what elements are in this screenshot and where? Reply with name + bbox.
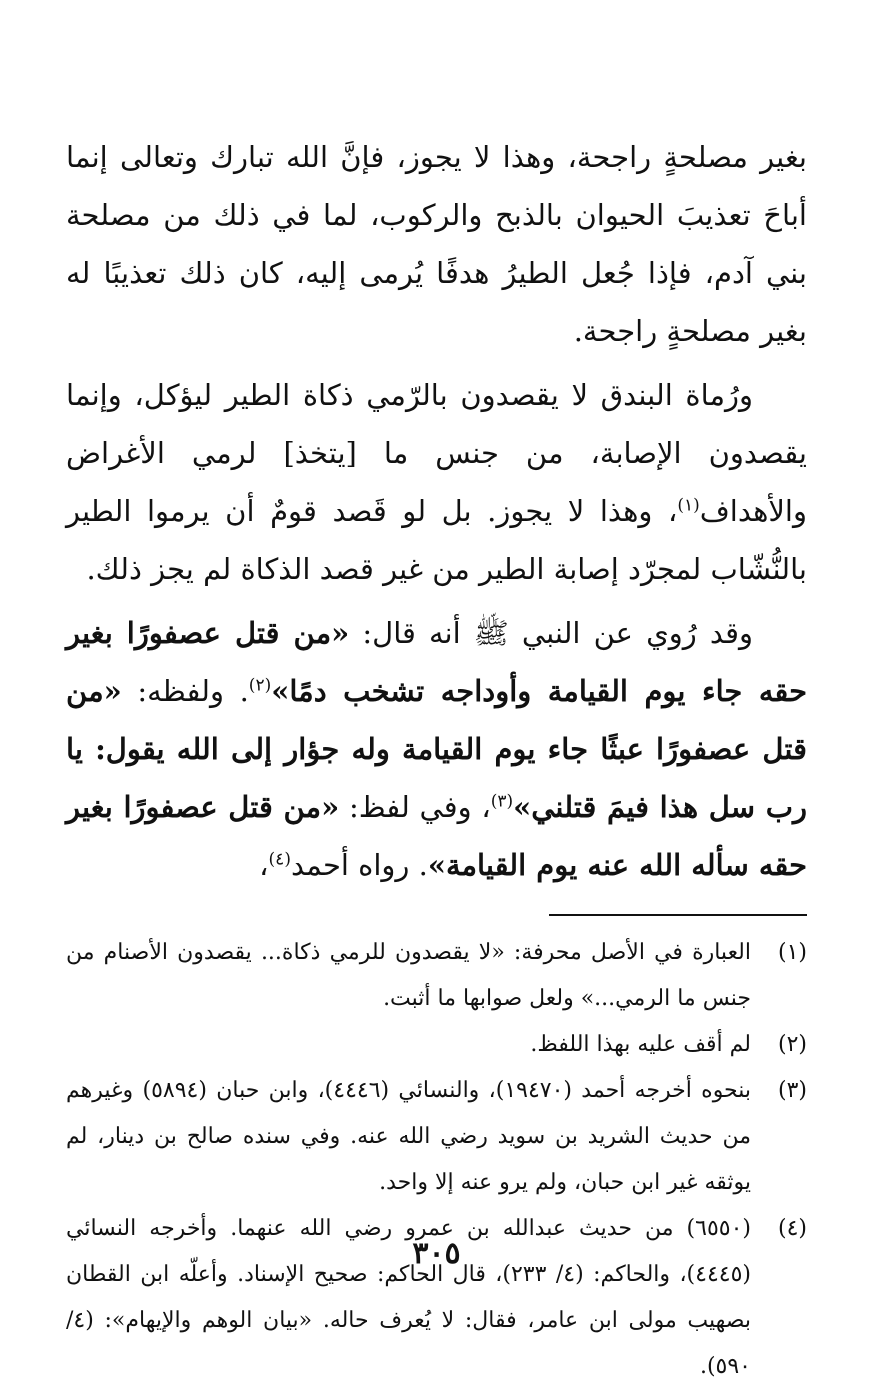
footnote-number: (٤) (777, 1216, 807, 1241)
footnote-text: لم أقف عليه بهذا اللفظ. (530, 1032, 751, 1057)
page-number: ٣٠٥ (412, 1236, 461, 1271)
paragraph-3 (66, 604, 807, 894)
paragraph-3-text-e: ، (259, 848, 269, 882)
paragraph-1-text: بغير مصلحةٍ راجحة، وهذا لا يجوز، فإنَّ الله تبارك وتعالى إنما أباحَ تعذيبَ الحيوان بالذبح والركوب، لما في ذلك من مصلحة بني آدم، فإذا جُعل الطيرُ هدفًا يُرمى إليه، كان ذلك تعذيبًا له بغير مصلحةٍ راجحة. (66, 140, 807, 348)
paragraph-1 (66, 128, 807, 360)
hadith-quote-2: «من قتل عصفورًا عبثًا جاء يوم القيامة وله جؤار إلى الله يقول: يا رب سل هذا فيمَ قتلني» (66, 674, 808, 824)
hadith-quote-3: «من قتل عصفورًا بغير حقه سأله الله عنه يوم القيامة» (66, 790, 807, 882)
paragraph-2-text-b: ، وهذا لا يجوز. بل لو قَصد قومٌ أن يرموا الطير بالنُّشّاب لمجرّد إصابة الطير من غير قصد الذكاة لم يجز ذلك. (66, 494, 807, 586)
paragraph-2 (66, 366, 807, 598)
paragraph-3-text-c: ، وفي لفظ: (339, 790, 491, 824)
paragraph-3-text-d: . رواه أحمد (290, 848, 428, 882)
footnote-ref-2[interactable]: (٢) (248, 675, 272, 696)
footnote-text: (٦٥٥٠) من حديث عبدالله بن عمرو رضي الله عنهما. وأخرجه النسائي (٤٤٤٥)، والحاكم: (٤/ ٢٣٣)، قال الحاكم: صحيح الإسناد. وأعلّه ابن القطان بصهيب مولى ابن عامر، فقال: لا يُعرف حاله. «بيان الوهم والإيهام»: (٤/ ٥٩٠). (66, 1216, 751, 1379)
footnote-number: (٣) (777, 1078, 807, 1103)
footnote-1 (66, 930, 807, 1022)
paragraph-3-text-b: . ولفظه: (121, 674, 249, 708)
footnote-ref-3[interactable]: (٣) (490, 791, 514, 812)
footnote-divider (549, 914, 807, 916)
footnote-number: (١) (777, 940, 807, 965)
footnotes (66, 930, 807, 1390)
footnote-ref-1[interactable]: (١) (677, 495, 700, 516)
footnote-text: العبارة في الأصل محرفة: «لا يقصدون للرمي ذكاة... يقصدون الأصنام من جنس ما الرمي...» ولعل صوابها ما أثبت. (66, 940, 751, 1011)
footnote-2 (66, 1022, 807, 1068)
footnote-number: (٢) (777, 1032, 807, 1057)
footnote-text: بنحوه أخرجه أحمد (١٩٤٧٠)، والنسائي (٤٤٤٦)، وابن حبان (٥٨٩٤) وغيرهم من حديث الشريد بن سويد رضي الله عنه. وفي سنده صالح بن دينار، لم يوثقه غير ابن حبان، ولم يرو عنه إلا واحد. (66, 1078, 752, 1195)
footnote-4 (66, 1206, 807, 1390)
footnote-ref-4[interactable]: (٤) (268, 849, 291, 870)
hadith-quote-1: «من قتل عصفورًا بغير حقه جاء يوم القيامة وأوداجه تشخب دمًا» (66, 616, 807, 708)
paragraph-2-text-a: ورُماة البندق لا يقصدون بالرّمي ذكاة الطير ليؤكل، وإنما يقصدون الإصابة، من جنس ما [يتخذ] لرمي الأغراض والأهداف (66, 378, 807, 528)
paragraph-3-text-a: وقد رُوي عن النبي ﷺ أنه قال: (349, 616, 753, 650)
footnote-3 (66, 1068, 807, 1206)
